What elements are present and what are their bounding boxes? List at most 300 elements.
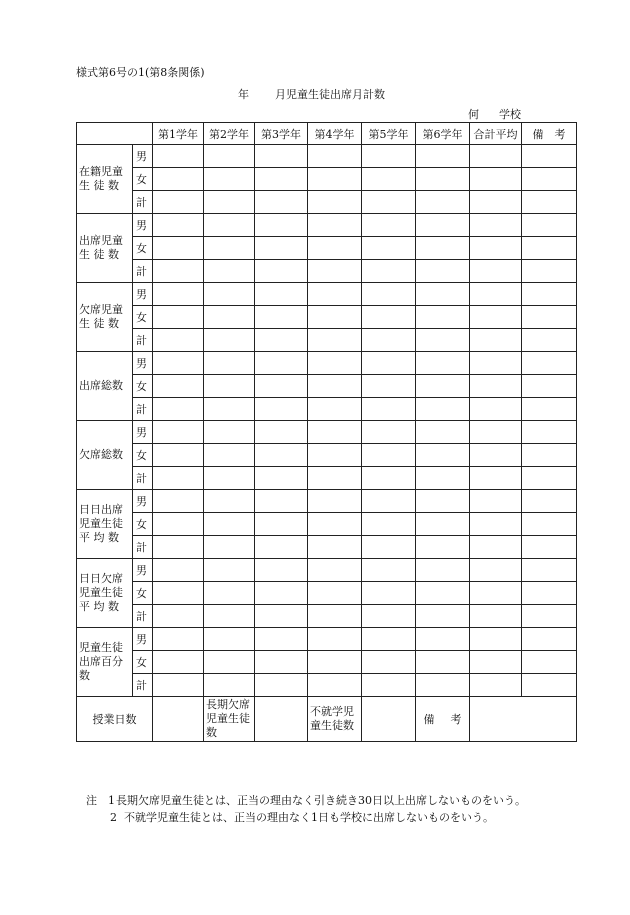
table-row [77, 444, 577, 467]
data-cell[interactable] [416, 582, 470, 605]
row-group-label [77, 421, 133, 490]
row-group-label [77, 490, 133, 559]
data-cell[interactable] [204, 283, 255, 306]
data-cell[interactable] [416, 467, 470, 490]
data-cell[interactable] [362, 513, 416, 536]
data-cell[interactable] [362, 375, 416, 398]
data-cell[interactable] [362, 536, 416, 559]
data-cell[interactable] [522, 398, 577, 421]
col-header: 第5学年 [362, 123, 416, 145]
sex-label: 女 [133, 513, 153, 536]
data-cell[interactable] [416, 168, 470, 191]
data-cell[interactable] [522, 145, 577, 168]
label-line: 児童生徒 [79, 586, 123, 599]
data-cell[interactable] [255, 191, 308, 214]
table-row [77, 237, 577, 260]
data-cell[interactable] [308, 536, 362, 559]
data-cell[interactable] [416, 490, 470, 513]
data-cell[interactable] [470, 168, 522, 191]
sex-label: 男 [133, 145, 153, 168]
data-cell[interactable] [522, 651, 577, 674]
col-header: 第2学年 [204, 123, 255, 145]
data-cell[interactable] [362, 283, 416, 306]
data-cell[interactable] [470, 306, 522, 329]
data-cell[interactable] [255, 628, 308, 651]
data-cell[interactable] [308, 145, 362, 168]
data-cell[interactable] [362, 674, 416, 697]
data-cell[interactable] [522, 559, 577, 582]
data-cell[interactable] [153, 398, 204, 421]
data-cell[interactable] [470, 605, 522, 628]
document-title [238, 88, 385, 102]
label-line: 欠席児童 [79, 303, 123, 316]
data-cell[interactable] [255, 352, 308, 375]
data-cell[interactable] [153, 283, 204, 306]
sex-label: 女 [133, 444, 153, 467]
data-cell[interactable] [308, 559, 362, 582]
data-cell[interactable] [522, 444, 577, 467]
table-row [77, 352, 577, 375]
data-cell[interactable] [416, 375, 470, 398]
data-cell[interactable] [522, 674, 577, 697]
data-cell[interactable] [204, 398, 255, 421]
data-cell[interactable] [308, 513, 362, 536]
note-number: 注 1 [86, 794, 115, 807]
data-cell[interactable] [153, 145, 204, 168]
class-days-value[interactable] [153, 697, 204, 742]
data-cell[interactable] [204, 513, 255, 536]
data-cell[interactable] [153, 214, 204, 237]
label-line: 長期欠席 [206, 698, 250, 711]
table-row [77, 651, 577, 674]
data-cell[interactable] [522, 513, 577, 536]
data-cell[interactable] [470, 559, 522, 582]
data-cell[interactable] [153, 352, 204, 375]
table-row [77, 260, 577, 283]
sex-label: 男 [133, 559, 153, 582]
sex-label: 計 [133, 536, 153, 559]
data-cell[interactable] [153, 421, 204, 444]
data-cell[interactable] [204, 375, 255, 398]
data-cell[interactable] [362, 168, 416, 191]
data-cell[interactable] [204, 329, 255, 352]
data-cell[interactable] [308, 168, 362, 191]
data-cell[interactable] [362, 628, 416, 651]
data-cell[interactable] [204, 628, 255, 651]
table-row [77, 674, 577, 697]
data-cell[interactable] [470, 467, 522, 490]
data-cell[interactable] [522, 283, 577, 306]
data-cell[interactable] [362, 421, 416, 444]
data-cell[interactable] [362, 191, 416, 214]
sex-label: 男 [133, 352, 153, 375]
data-cell[interactable] [416, 329, 470, 352]
data-cell[interactable] [255, 145, 308, 168]
data-cell[interactable] [362, 329, 416, 352]
data-cell[interactable] [153, 651, 204, 674]
sex-label: 女 [133, 582, 153, 605]
data-cell[interactable] [470, 214, 522, 237]
school-prefix: 何 [468, 108, 479, 121]
data-cell[interactable] [308, 421, 362, 444]
data-cell[interactable] [308, 283, 362, 306]
data-cell[interactable] [308, 582, 362, 605]
data-cell[interactable] [255, 651, 308, 674]
data-cell[interactable] [416, 306, 470, 329]
label-line: 平 均 数 [79, 531, 119, 544]
label-line: 出席百分 [79, 655, 123, 668]
data-cell[interactable] [362, 467, 416, 490]
data-cell[interactable] [362, 398, 416, 421]
data-cell[interactable] [362, 260, 416, 283]
sex-label: 女 [133, 237, 153, 260]
data-cell[interactable] [522, 628, 577, 651]
data-cell[interactable] [416, 559, 470, 582]
data-cell[interactable] [308, 490, 362, 513]
col-header: 合計平均 [470, 123, 522, 145]
label-line: 数 [206, 726, 217, 739]
label-line: 出席総数 [79, 379, 123, 392]
data-cell[interactable] [255, 375, 308, 398]
data-cell[interactable] [522, 352, 577, 375]
data-cell[interactable] [522, 536, 577, 559]
table-row [77, 398, 577, 421]
table-row [77, 559, 577, 582]
sex-label: 男 [133, 421, 153, 444]
data-cell[interactable] [204, 605, 255, 628]
data-cell[interactable] [416, 283, 470, 306]
data-cell[interactable] [522, 421, 577, 444]
data-cell[interactable] [416, 628, 470, 651]
title-year: 年 [238, 88, 249, 101]
data-cell[interactable] [362, 559, 416, 582]
data-cell[interactable] [362, 490, 416, 513]
data-cell[interactable] [204, 444, 255, 467]
data-cell[interactable] [255, 283, 308, 306]
data-cell[interactable] [204, 260, 255, 283]
data-cell[interactable] [416, 145, 470, 168]
data-cell[interactable] [153, 260, 204, 283]
data-cell[interactable] [204, 582, 255, 605]
data-cell[interactable] [416, 536, 470, 559]
data-cell[interactable] [255, 329, 308, 352]
data-cell[interactable] [204, 306, 255, 329]
row-group-label [77, 145, 133, 214]
table-row [77, 628, 577, 651]
data-cell[interactable] [470, 628, 522, 651]
col-header: 備 考 [522, 123, 577, 145]
note-text: 長期欠席児童生徒とは、正当の理由なく引き続き30日以上出席しないものをいう。 [116, 794, 526, 807]
label-line: 平 均 数 [79, 600, 119, 613]
col-header: 第6学年 [416, 123, 470, 145]
data-cell[interactable] [255, 444, 308, 467]
data-cell[interactable] [153, 674, 204, 697]
sex-label: 女 [133, 651, 153, 674]
row-group-label [77, 559, 133, 628]
data-cell[interactable] [255, 536, 308, 559]
table-row [77, 375, 577, 398]
data-cell[interactable] [522, 582, 577, 605]
data-cell[interactable] [255, 398, 308, 421]
data-cell[interactable] [416, 444, 470, 467]
long-absent-value[interactable] [255, 697, 308, 742]
sex-label: 計 [133, 329, 153, 352]
data-cell[interactable] [255, 168, 308, 191]
class-days-label: 授業日数 [77, 697, 153, 742]
table-row [77, 582, 577, 605]
sex-label: 男 [133, 628, 153, 651]
data-cell[interactable] [470, 145, 522, 168]
table-row [77, 306, 577, 329]
label-line: 童生徒数 [310, 719, 354, 732]
data-cell[interactable] [470, 421, 522, 444]
data-cell[interactable] [204, 651, 255, 674]
school-name-line [468, 108, 521, 122]
table-row [77, 421, 577, 444]
data-cell[interactable] [470, 582, 522, 605]
non-attend-label [308, 697, 362, 742]
data-cell[interactable] [204, 536, 255, 559]
data-cell[interactable] [308, 651, 362, 674]
remarks-left: 備 [423, 713, 435, 726]
data-cell[interactable] [308, 237, 362, 260]
data-cell[interactable] [362, 306, 416, 329]
data-cell[interactable] [470, 651, 522, 674]
footer-row [77, 697, 577, 742]
label-line: 数 [79, 669, 90, 682]
data-cell[interactable] [153, 168, 204, 191]
data-cell[interactable] [522, 490, 577, 513]
data-cell[interactable] [153, 306, 204, 329]
data-cell[interactable] [255, 237, 308, 260]
data-cell[interactable] [362, 582, 416, 605]
note-item [110, 809, 556, 826]
data-cell[interactable] [204, 467, 255, 490]
data-cell[interactable] [362, 352, 416, 375]
sex-label: 男 [133, 490, 153, 513]
label-line: 在籍児童 [79, 165, 123, 178]
data-cell[interactable] [522, 605, 577, 628]
label-line: 生 徒 数 [79, 317, 119, 330]
sex-label: 男 [133, 214, 153, 237]
data-cell[interactable] [522, 168, 577, 191]
data-cell[interactable] [153, 628, 204, 651]
data-cell[interactable] [416, 191, 470, 214]
long-absent-label [204, 697, 255, 742]
data-cell[interactable] [255, 559, 308, 582]
label-line: 不就学児 [310, 705, 354, 718]
data-cell[interactable] [470, 191, 522, 214]
data-cell[interactable] [255, 467, 308, 490]
label-line: 児童生徒 [79, 517, 123, 530]
title-text: 月児童生徒出席月計数 [275, 88, 385, 101]
data-cell[interactable] [416, 513, 470, 536]
data-cell[interactable] [362, 237, 416, 260]
data-cell[interactable] [522, 191, 577, 214]
school-suffix: 学校 [499, 108, 521, 121]
data-cell[interactable] [522, 260, 577, 283]
data-cell[interactable] [153, 237, 204, 260]
sex-label: 男 [133, 283, 153, 306]
data-cell[interactable] [204, 168, 255, 191]
data-cell[interactable] [308, 674, 362, 697]
data-cell[interactable] [416, 421, 470, 444]
label-line: 生 徒 数 [79, 179, 119, 192]
data-cell[interactable] [204, 237, 255, 260]
sex-label: 計 [133, 605, 153, 628]
data-cell[interactable] [470, 329, 522, 352]
data-cell[interactable] [308, 306, 362, 329]
data-cell[interactable] [470, 375, 522, 398]
data-cell[interactable] [470, 536, 522, 559]
label-line: 児童生徒 [79, 641, 123, 654]
note-item [86, 792, 556, 809]
data-cell[interactable] [470, 674, 522, 697]
data-cell[interactable] [153, 559, 204, 582]
note-text: 不就学児童生徒とは、正当の理由なく1日も学校に出席しないものをいう。 [124, 811, 494, 824]
col-header: 第3学年 [255, 123, 308, 145]
data-cell[interactable] [362, 444, 416, 467]
sex-label: 計 [133, 467, 153, 490]
data-cell[interactable] [204, 490, 255, 513]
table-row [77, 168, 577, 191]
data-cell[interactable] [308, 398, 362, 421]
data-cell[interactable] [153, 536, 204, 559]
data-cell[interactable] [470, 444, 522, 467]
data-cell[interactable] [416, 651, 470, 674]
data-cell[interactable] [153, 375, 204, 398]
data-cell[interactable] [308, 375, 362, 398]
table-row [77, 513, 577, 536]
data-cell[interactable] [308, 214, 362, 237]
data-cell[interactable] [362, 145, 416, 168]
data-cell[interactable] [308, 628, 362, 651]
data-cell[interactable] [308, 444, 362, 467]
data-cell[interactable] [522, 237, 577, 260]
data-cell[interactable] [362, 214, 416, 237]
sex-label: 女 [133, 375, 153, 398]
data-cell[interactable] [416, 214, 470, 237]
table-row [77, 490, 577, 513]
label-line: 出席児童 [79, 234, 123, 247]
note-number: 2 [110, 811, 117, 824]
data-cell[interactable] [204, 559, 255, 582]
data-cell[interactable] [308, 605, 362, 628]
form-label: 様式第6号の1(第8条関係) [76, 66, 205, 79]
data-cell[interactable] [153, 490, 204, 513]
data-cell[interactable] [153, 329, 204, 352]
sex-label: 計 [133, 191, 153, 214]
remarks-value[interactable] [470, 697, 577, 742]
data-cell[interactable] [308, 191, 362, 214]
data-cell[interactable] [308, 467, 362, 490]
data-cell[interactable] [204, 421, 255, 444]
data-cell[interactable] [470, 260, 522, 283]
data-cell[interactable] [416, 398, 470, 421]
data-cell[interactable] [153, 444, 204, 467]
data-cell[interactable] [308, 352, 362, 375]
data-cell[interactable] [153, 582, 204, 605]
data-cell[interactable] [522, 375, 577, 398]
data-cell[interactable] [416, 237, 470, 260]
data-cell[interactable] [522, 306, 577, 329]
data-cell[interactable] [153, 467, 204, 490]
table-row [77, 467, 577, 490]
table-row [77, 329, 577, 352]
sex-label: 計 [133, 260, 153, 283]
data-cell[interactable] [308, 260, 362, 283]
data-cell[interactable] [255, 513, 308, 536]
sex-label: 女 [133, 168, 153, 191]
remarks-right: 考 [450, 713, 462, 726]
row-group-label [77, 214, 133, 283]
data-cell[interactable] [470, 352, 522, 375]
data-cell[interactable] [153, 513, 204, 536]
data-cell[interactable] [255, 582, 308, 605]
row-group-label [77, 628, 133, 697]
data-cell[interactable] [204, 352, 255, 375]
data-cell[interactable] [204, 674, 255, 697]
data-cell[interactable] [204, 191, 255, 214]
col-header: 第4学年 [308, 123, 362, 145]
label-line: 欠席総数 [79, 448, 123, 461]
data-cell[interactable] [470, 398, 522, 421]
data-cell[interactable] [522, 467, 577, 490]
data-cell[interactable] [362, 651, 416, 674]
label-line: 児童生徒 [206, 712, 250, 725]
table-row [77, 605, 577, 628]
data-cell[interactable] [362, 605, 416, 628]
data-cell[interactable] [255, 421, 308, 444]
attendance-table [76, 122, 577, 742]
corner-cell [77, 123, 153, 145]
header-row [77, 123, 577, 145]
data-cell[interactable] [153, 191, 204, 214]
data-cell[interactable] [416, 352, 470, 375]
data-cell[interactable] [255, 214, 308, 237]
data-cell[interactable] [416, 605, 470, 628]
remarks-label [416, 697, 470, 742]
data-cell[interactable] [470, 513, 522, 536]
data-cell[interactable] [308, 329, 362, 352]
row-group-label [77, 283, 133, 352]
row-group-label [77, 352, 133, 421]
data-cell[interactable] [153, 605, 204, 628]
table-row [77, 145, 577, 168]
data-cell[interactable] [255, 674, 308, 697]
sex-label: 計 [133, 398, 153, 421]
non-attend-value[interactable] [362, 697, 416, 742]
data-cell[interactable] [416, 260, 470, 283]
data-cell[interactable] [470, 237, 522, 260]
col-header: 第1学年 [153, 123, 204, 145]
data-cell[interactable] [204, 145, 255, 168]
data-cell[interactable] [522, 214, 577, 237]
data-cell[interactable] [204, 214, 255, 237]
data-cell[interactable] [255, 490, 308, 513]
label-line: 生 徒 数 [79, 248, 119, 261]
data-cell[interactable] [255, 306, 308, 329]
data-cell[interactable] [416, 674, 470, 697]
data-cell[interactable] [470, 490, 522, 513]
data-cell[interactable] [522, 329, 577, 352]
data-cell[interactable] [255, 605, 308, 628]
sex-label: 女 [133, 306, 153, 329]
data-cell[interactable] [255, 260, 308, 283]
data-cell[interactable] [470, 283, 522, 306]
label-line: 日日欠席 [79, 572, 123, 585]
label-line: 日日出席 [79, 503, 123, 516]
